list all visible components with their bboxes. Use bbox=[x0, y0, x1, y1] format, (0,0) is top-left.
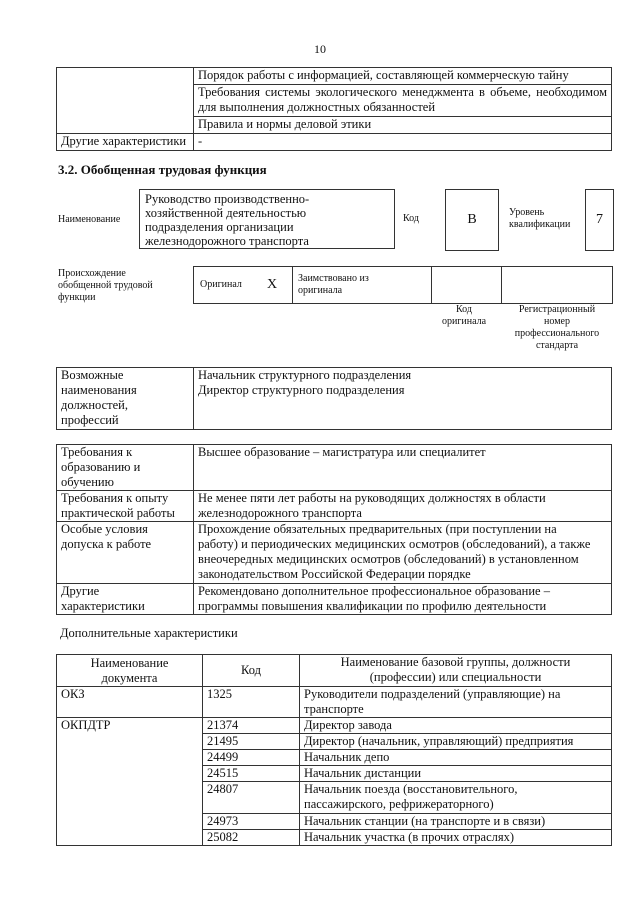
page-number: 10 bbox=[314, 42, 326, 56]
position-item: Начальник структурного подразделения bbox=[198, 368, 412, 382]
original-label: Оригинал bbox=[200, 279, 242, 290]
top-table-value: Правила и нормы деловой этики bbox=[194, 117, 612, 134]
borrowed-label-line: Заимствовано из bbox=[298, 273, 369, 284]
name-cell: Начальник дистанции bbox=[300, 766, 612, 782]
name-cell: Директор завода bbox=[300, 718, 612, 734]
code-cell: 25082 bbox=[203, 830, 300, 846]
borrowed-label bbox=[298, 273, 369, 297]
reg-number-cell bbox=[502, 267, 612, 303]
req-value bbox=[194, 445, 612, 491]
req-label bbox=[57, 445, 194, 491]
requirements-table bbox=[56, 444, 612, 615]
req-value-line: программы повышения квалификации по профилю деятельности bbox=[198, 599, 547, 613]
table-row bbox=[57, 718, 612, 734]
header-line: Наименование базовой группы, должности bbox=[340, 655, 571, 669]
reg-number-label-line: Регистрационный bbox=[518, 304, 596, 315]
original-code-label-line: Код bbox=[456, 304, 472, 315]
level-label bbox=[509, 207, 570, 231]
level-label-line: Уровень bbox=[509, 207, 545, 218]
req-label bbox=[57, 522, 194, 584]
req-value-line: Высшее образование – магистратура или специалитет bbox=[198, 445, 486, 459]
origin-label-line: Происхождение bbox=[58, 268, 126, 279]
req-value bbox=[194, 522, 612, 584]
name-line: Руководство производственно- bbox=[145, 192, 310, 206]
original-code-cell bbox=[432, 267, 501, 303]
positions-label-line: профессий bbox=[61, 413, 119, 427]
code-cell: 1325 bbox=[203, 687, 300, 718]
req-value-line: Рекомендовано дополнительное профессиональное образование – bbox=[198, 584, 550, 598]
top-table-value: Требования системы экологического менеджмента в объеме, необходимом для выполнения должностных обязанностей bbox=[194, 85, 612, 117]
header-line: Наименование bbox=[90, 655, 169, 670]
req-label bbox=[57, 491, 194, 522]
req-label-line: характеристики bbox=[61, 599, 145, 613]
borrowed-label-line: оригинала bbox=[298, 285, 343, 296]
req-value bbox=[194, 584, 612, 615]
reg-number-label-line: стандарта bbox=[535, 340, 579, 351]
req-label-line: Требования к bbox=[61, 445, 133, 459]
req-value-line: Прохождение обязательных предварительных (при поступлении на bbox=[198, 522, 557, 536]
header-doc bbox=[57, 655, 203, 687]
name-line: подразделения организации bbox=[145, 220, 294, 234]
name-cell: Начальник станции (на транспорте и в связи) bbox=[300, 814, 612, 830]
code-cell: 21374 bbox=[203, 718, 300, 734]
req-value-line: железнодорожного транспорта bbox=[198, 506, 362, 520]
top-table bbox=[56, 67, 612, 151]
code-value: B bbox=[445, 189, 499, 251]
name-line: Руководители подразделений (управляющие) на bbox=[304, 687, 561, 701]
origin-label-line: обобщенной трудовой bbox=[58, 280, 153, 291]
positions-values bbox=[194, 368, 612, 430]
name-line: Начальник поезда (восстановительного, bbox=[304, 782, 518, 796]
reg-number-label-line: номер bbox=[544, 316, 570, 327]
positions-label-line: Возможные bbox=[61, 368, 124, 382]
req-label-line: практической работы bbox=[61, 506, 175, 520]
reg-number-label-line: профессионального bbox=[514, 328, 600, 339]
original-code-label bbox=[430, 304, 498, 328]
top-table-value: - bbox=[194, 134, 612, 151]
req-value-line: Не менее пяти лет работы на руководящих должностях в области bbox=[198, 491, 546, 505]
positions-table bbox=[56, 367, 612, 430]
original-code-label-line: оригинала bbox=[441, 316, 487, 327]
code-cell: 21495 bbox=[203, 734, 300, 750]
origin-label bbox=[58, 268, 153, 304]
req-label-line: допуска к работе bbox=[61, 537, 152, 551]
header-name bbox=[300, 655, 612, 687]
positions-label-line: наименования bbox=[61, 383, 137, 397]
name-label: Наименование bbox=[58, 214, 121, 225]
req-label-line: Другие bbox=[61, 584, 100, 598]
req-label-line: Особые условия bbox=[61, 522, 148, 536]
code-cell: 24499 bbox=[203, 750, 300, 766]
req-label-line: образованию и bbox=[61, 460, 141, 474]
level-label-line: квалификации bbox=[509, 219, 571, 230]
doc-cell: ОКПДТР bbox=[57, 718, 203, 846]
additional-title: Дополнительные характеристики bbox=[60, 626, 238, 640]
req-label bbox=[57, 584, 194, 615]
name-cell bbox=[300, 782, 612, 814]
code-cell: 24973 bbox=[203, 814, 300, 830]
table-row bbox=[57, 687, 612, 718]
origin-box bbox=[193, 266, 613, 304]
req-value-line: работу) и периодических медицинских осмотров (обследований), а также bbox=[198, 537, 591, 551]
req-label-line: Требования к опыту bbox=[61, 491, 169, 505]
additional-table bbox=[56, 654, 612, 846]
header-code bbox=[203, 655, 300, 687]
name-line: пассажирского, рефрижераторного) bbox=[304, 797, 494, 811]
req-value-line: законодательством Российской Федерации порядке bbox=[198, 567, 471, 581]
req-value bbox=[194, 491, 612, 522]
name-cell: Начальник депо bbox=[300, 750, 612, 766]
req-value-line: внеочередных медицинских осмотров (обследований) в установленном bbox=[198, 552, 579, 566]
positions-label-line: должностей, bbox=[61, 398, 128, 412]
name-cell: Начальник участка (в прочих отраслях) bbox=[300, 830, 612, 846]
header-line: (профессии) или специальности bbox=[369, 670, 542, 684]
code-cell: 24807 bbox=[203, 782, 300, 814]
position-item: Директор структурного подразделения bbox=[198, 383, 405, 397]
section-title: 3.2. Обобщенная трудовая функция bbox=[58, 162, 267, 177]
level-value: 7 bbox=[585, 189, 614, 251]
code-label: Код bbox=[403, 213, 419, 224]
header-line: Код bbox=[241, 663, 261, 677]
doc-cell: ОКЗ bbox=[57, 687, 203, 718]
top-table-empty-label bbox=[57, 68, 194, 134]
name-line: железнодорожного транспорта bbox=[145, 234, 309, 248]
name-cell: Директор (начальник, управляющий) предприятия bbox=[300, 734, 612, 750]
reg-number-label bbox=[502, 304, 612, 352]
code-cell: 24515 bbox=[203, 766, 300, 782]
positions-label bbox=[57, 368, 194, 430]
original-mark: X bbox=[267, 277, 278, 292]
top-table-value: Порядок работы с информацией, составляющей коммерческую тайну bbox=[194, 68, 612, 85]
origin-label-line: функции bbox=[58, 292, 96, 303]
name-cell bbox=[300, 687, 612, 718]
req-label-line: обучению bbox=[61, 475, 114, 489]
name-value-box bbox=[139, 189, 395, 249]
top-table-label: Другие характеристики bbox=[57, 134, 194, 151]
name-line: хозяйственной деятельностью bbox=[145, 206, 307, 220]
name-line: транспорте bbox=[304, 702, 364, 716]
header-line: документа bbox=[101, 670, 158, 685]
